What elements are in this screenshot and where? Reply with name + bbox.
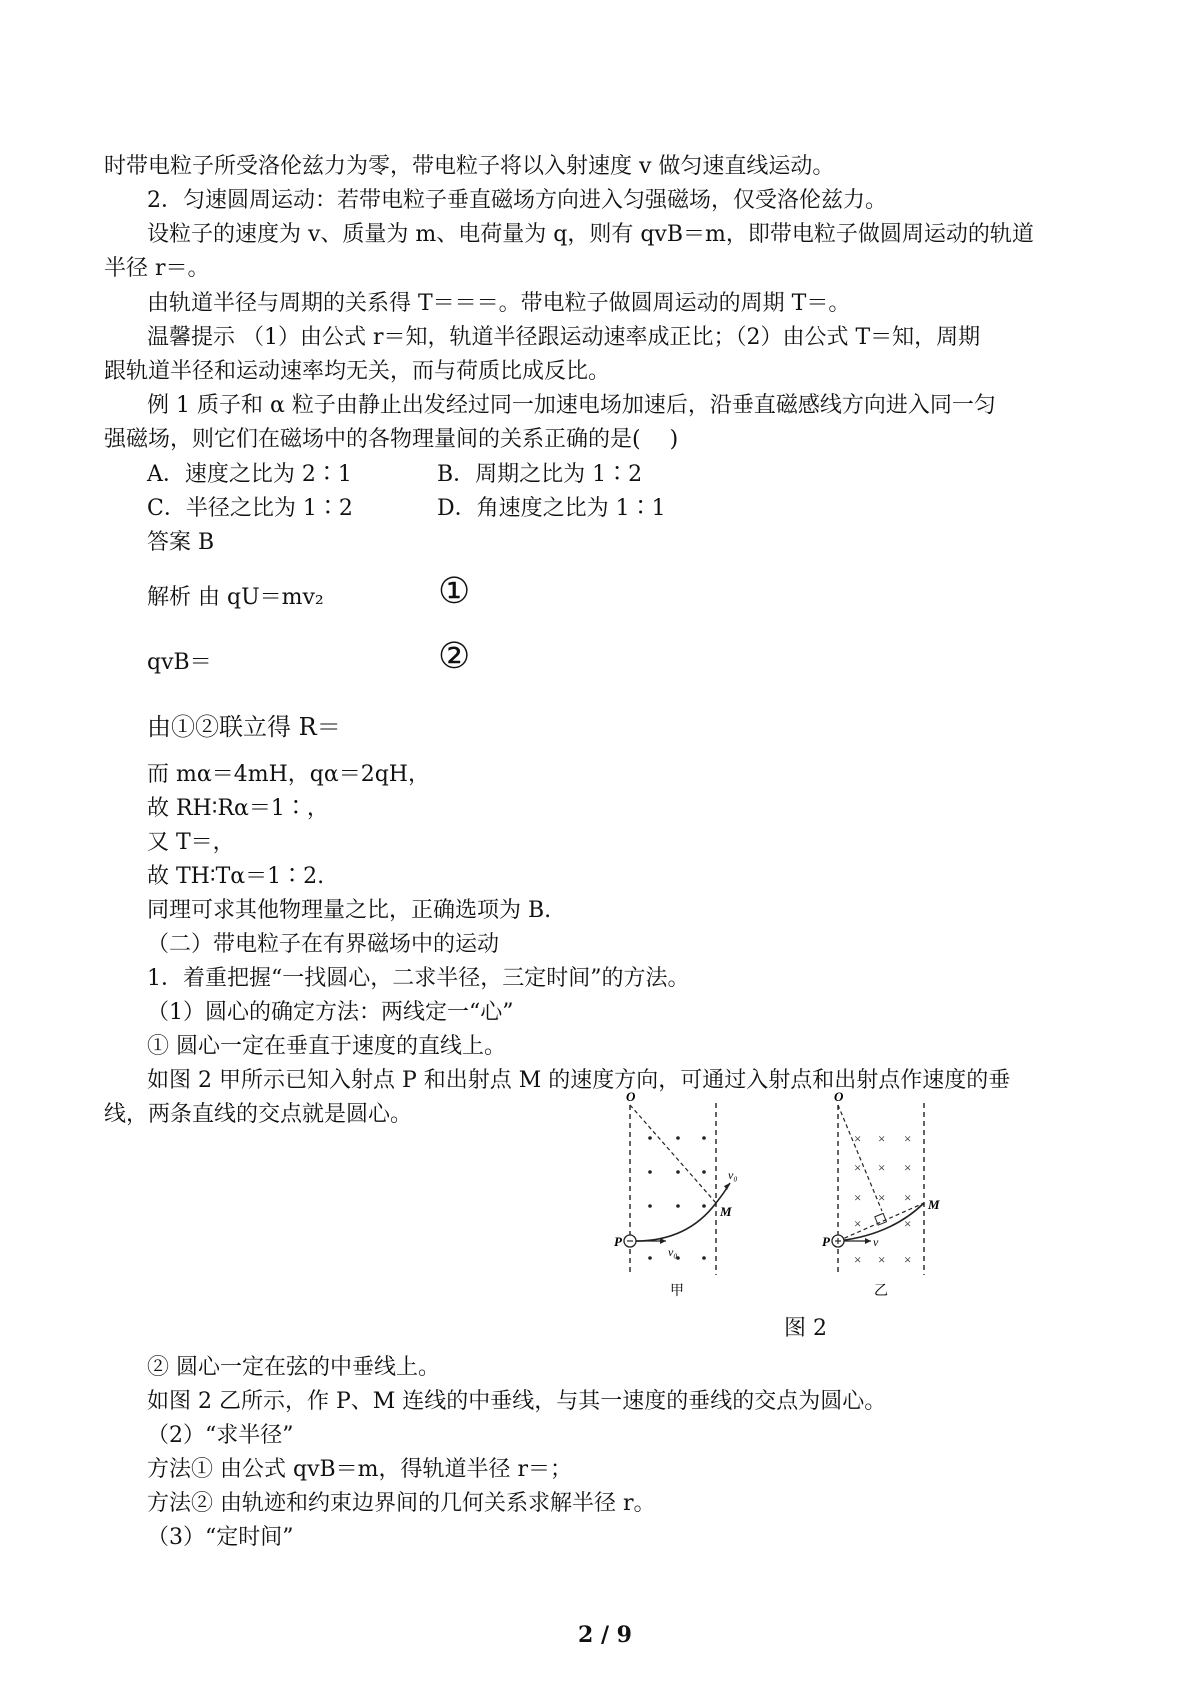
text-line: 如图 2 乙所示，作 P、M 连线的中垂线，与其一速度的垂线的交点为圆心。 <box>147 1389 887 1414</box>
figure-panel-right <box>822 1089 940 1299</box>
text-line: 2．匀速圆周运动：若带电粒子垂直磁场方向进入匀强磁场，仅受洛伦兹力。 <box>147 188 887 213</box>
svg-text:×: × <box>904 1160 912 1175</box>
label-v0-top: v₀ <box>728 1168 738 1182</box>
option-d: D．角速度之比为 1∶1 <box>437 496 666 521</box>
solution-step-8: 同理可求其他物理量之比，正确选项为 B. <box>147 898 552 923</box>
panel-label-left: 甲 <box>670 1284 684 1299</box>
svg-text:×: × <box>854 1131 862 1146</box>
solution-step-5: 故 RH∶Rα＝1∶， <box>147 796 329 821</box>
label-o: O <box>626 1089 636 1104</box>
text-line: （3）“定时间” <box>147 1525 294 1550</box>
text-line: 线，两条直线的交点就是圆心。 <box>104 1102 413 1127</box>
text-line: 由轨道半径与周期的关系得 T＝＝＝。带电粒子做圆周运动的周期 T＝。 <box>147 291 851 316</box>
panel-label-right: 乙 <box>874 1284 888 1299</box>
solution-step-7: 故 TH∶Tα＝1∶2. <box>147 864 325 889</box>
page-number: 2 / 9 <box>578 1622 632 1648</box>
text-line: 温馨提示 （1）由公式 r＝知，轨道半径跟运动速率成正比；（2）由公式 T＝知，周期 <box>147 325 981 350</box>
text-line: 设粒子的速度为 v、质量为 m、电荷量为 q，则有 qvB＝m，即带电粒子做圆周运动的轨道 <box>147 222 1034 247</box>
text-line: 时带电粒子所受洛伦兹力为零，带电粒子将以入射速度 v 做匀速直线运动。 <box>104 154 835 179</box>
label-o: O <box>834 1089 844 1104</box>
text-line: （1）圆心的确定方法：两线定一“心” <box>147 1000 514 1025</box>
solution-step-4: 而 mα＝4mH，qα＝2qH， <box>147 762 430 787</box>
option-a: A．速度之比为 2∶1 <box>147 462 352 487</box>
svg-text:×: × <box>904 1252 912 1267</box>
label-m: M <box>928 1197 940 1212</box>
text-line: （2）“求半径” <box>147 1423 294 1448</box>
solution-step-6: 又 T＝， <box>147 830 235 855</box>
example-1-question: 例 1 质子和 α 粒子由静止出发经过同一加速电场加速后，沿垂直磁感线方向进入同一匀 <box>147 393 996 418</box>
solution-step-1: 解析 由 qU＝mv₂ <box>147 585 324 610</box>
svg-text:×: × <box>904 1131 912 1146</box>
svg-text:×: × <box>878 1160 886 1175</box>
equation-number-2: ② <box>438 636 471 677</box>
equation-number-1: ① <box>438 571 471 612</box>
text-line: 方法② 由轨迹和约束边界间的几何关系求解半径 r。 <box>147 1491 656 1516</box>
svg-text:×: × <box>878 1190 886 1205</box>
solution-step-3: 由①②联立得 R＝ <box>147 713 341 741</box>
svg-text:×: × <box>854 1252 862 1267</box>
text-line: ① 圆心一定在垂直于速度的直线上。 <box>147 1034 506 1059</box>
text-line: 强磁场，则它们在磁场中的各物理量间的关系正确的是( ) <box>104 427 679 452</box>
svg-text:×: × <box>904 1216 912 1231</box>
text-line: 方法① 由公式 qvB＝m，得轨道半径 r＝； <box>147 1457 573 1482</box>
text-line: 如图 2 甲所示已知入射点 P 和出射点 M 的速度方向，可通过入射点和出射点作速度的垂 <box>147 1068 1011 1093</box>
svg-text:×: × <box>878 1131 886 1146</box>
label-v: v <box>873 1235 879 1249</box>
text-line: 跟轨道半径和运动速率均无关，而与荷质比成反比。 <box>104 359 611 384</box>
label-p: P <box>822 1234 830 1249</box>
label-p: P <box>614 1234 622 1249</box>
text-line: ② 圆心一定在弦的中垂线上。 <box>147 1355 440 1380</box>
text-line: 半径 r＝。 <box>104 256 210 281</box>
svg-text:×: × <box>878 1252 886 1267</box>
answer: 答案 B <box>147 530 215 555</box>
solution-step-2: qvB＝ <box>147 650 212 675</box>
figure-2 <box>606 1083 960 1303</box>
figure-panel-left <box>614 1089 738 1299</box>
option-c: C．半径之比为 1∶2 <box>147 496 353 521</box>
svg-text:×: × <box>904 1190 912 1205</box>
figure-caption: 图 2 <box>784 1316 827 1341</box>
option-b: B．周期之比为 1∶2 <box>437 462 643 487</box>
svg-text:×: × <box>854 1160 862 1175</box>
label-v0-bottom: v₀ <box>668 1245 678 1259</box>
label-m: M <box>720 1204 732 1219</box>
svg-text:×: × <box>854 1216 862 1231</box>
svg-text:×: × <box>854 1190 862 1205</box>
text-line: 1．着重把握“一找圆心，二求半径，三定时间”的方法。 <box>147 966 690 991</box>
section-heading: （二）带电粒子在有界磁场中的运动 <box>147 932 500 957</box>
